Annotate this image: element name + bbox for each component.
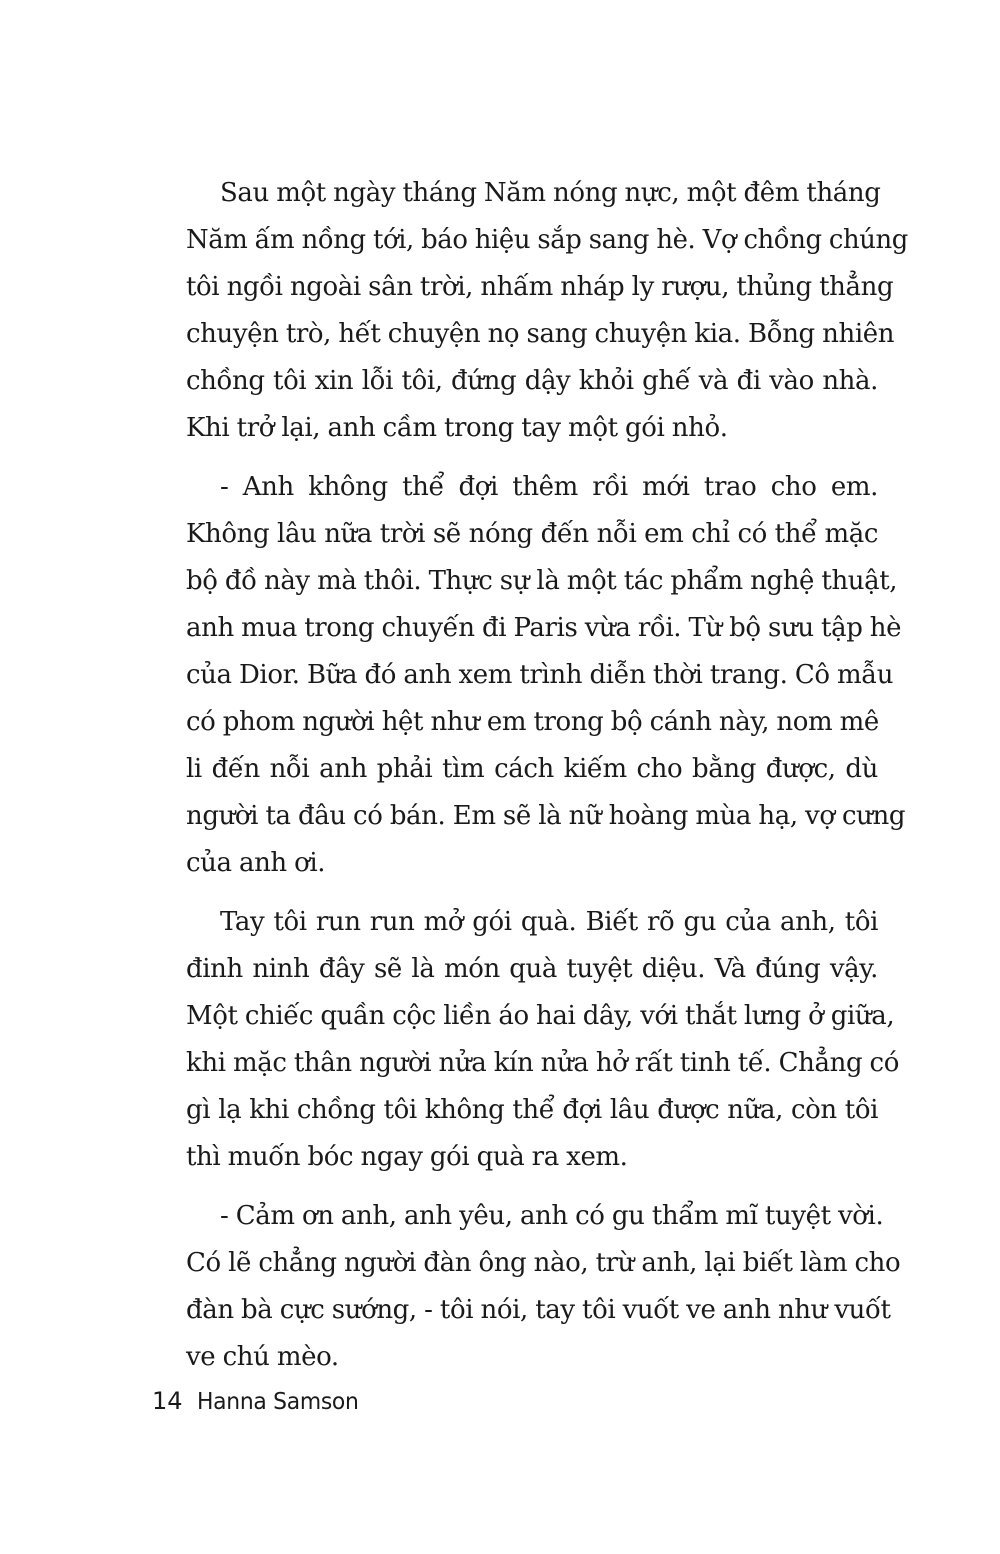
text-line: Không lâu nữa trời sẽ nóng đến nỗi em chỉ có thể mặc [186, 519, 878, 549]
text-line: anh mua trong chuyến đi Paris vừa rồi. Từ bộ sưu tập hè [186, 613, 902, 643]
text-line: chuyện trò, hết chuyện nọ sang chuyện kia. Bỗng nhiên [186, 319, 895, 349]
text-line: ve chú mèo. [186, 1342, 339, 1372]
paragraph-3 [152, 899, 899, 1181]
paragraph-2 [152, 464, 906, 887]
text-line: thì muốn bóc ngay gói quà ra xem. [186, 1142, 628, 1172]
text-line: li đến nỗi anh phải tìm cách kiếm cho bằng được, dù [186, 754, 878, 784]
text-line: của anh ơi. [186, 848, 326, 878]
text-line: Tay tôi run run mở gói quà. Biết rõ gu của anh, tôi [220, 907, 878, 937]
text-line: gì lạ khi chồng tôi không thể đợi lâu được nữa, còn tôi [186, 1095, 878, 1125]
running-author: Hanna Samson [196, 1389, 359, 1415]
text-line: - Cảm ơn anh, anh yêu, anh có gu thẩm mĩ tuyệt vời. [220, 1201, 884, 1231]
text-line: Năm ấm nồng tới, báo hiệu sắp sang hè. Vợ chồng chúng [186, 225, 908, 255]
text-line: Khi trở lại, anh cầm trong tay một gói nhỏ. [186, 413, 728, 443]
text-line: đàn bà cực sướng, - tôi nói, tay tôi vuốt ve anh như vuốt [186, 1295, 891, 1325]
text-line: người ta đâu có bán. Em sẽ là nữ hoàng mùa hạ, vợ cưng [186, 801, 906, 831]
text-line: Một chiếc quần cộc liền áo hai dây, với thắt lưng ở giữa, [186, 1001, 895, 1031]
body-text [152, 170, 908, 1393]
text-line: Sau một ngày tháng Năm nóng nực, một đêm tháng [220, 178, 881, 208]
text-line: - Anh không thể đợi thêm rồi mới trao cho em. [220, 472, 878, 502]
text-line: khi mặc thân người nửa kín nửa hở rất tinh tế. Chẳng có [186, 1048, 899, 1078]
text-line: đinh ninh đây sẽ là món quà tuyệt diệu. Và đúng vậy. [186, 954, 878, 984]
text-line: chồng tôi xin lỗi tôi, đứng dậy khỏi ghế và đi vào nhà. [186, 366, 878, 396]
text-line: có phom người hệt như em trong bộ cánh này, nom mê [186, 707, 879, 737]
text-line: bộ đồ này mà thôi. Thực sự là một tác phẩm nghệ thuật, [186, 566, 898, 596]
page-number: 14 [152, 1387, 183, 1415]
paragraph-1 [152, 170, 908, 452]
paragraph-4 [152, 1193, 901, 1381]
text-line: của Dior. Bữa đó anh xem trình diễn thời trang. Cô mẫu [186, 660, 894, 690]
page-footer [152, 1387, 367, 1415]
text-line: Có lẽ chẳng người đàn ông nào, trừ anh, lại biết làm cho [186, 1248, 901, 1278]
text-line: tôi ngồi ngoài sân trời, nhấm nháp ly rượu, thủng thẳng [186, 272, 894, 302]
